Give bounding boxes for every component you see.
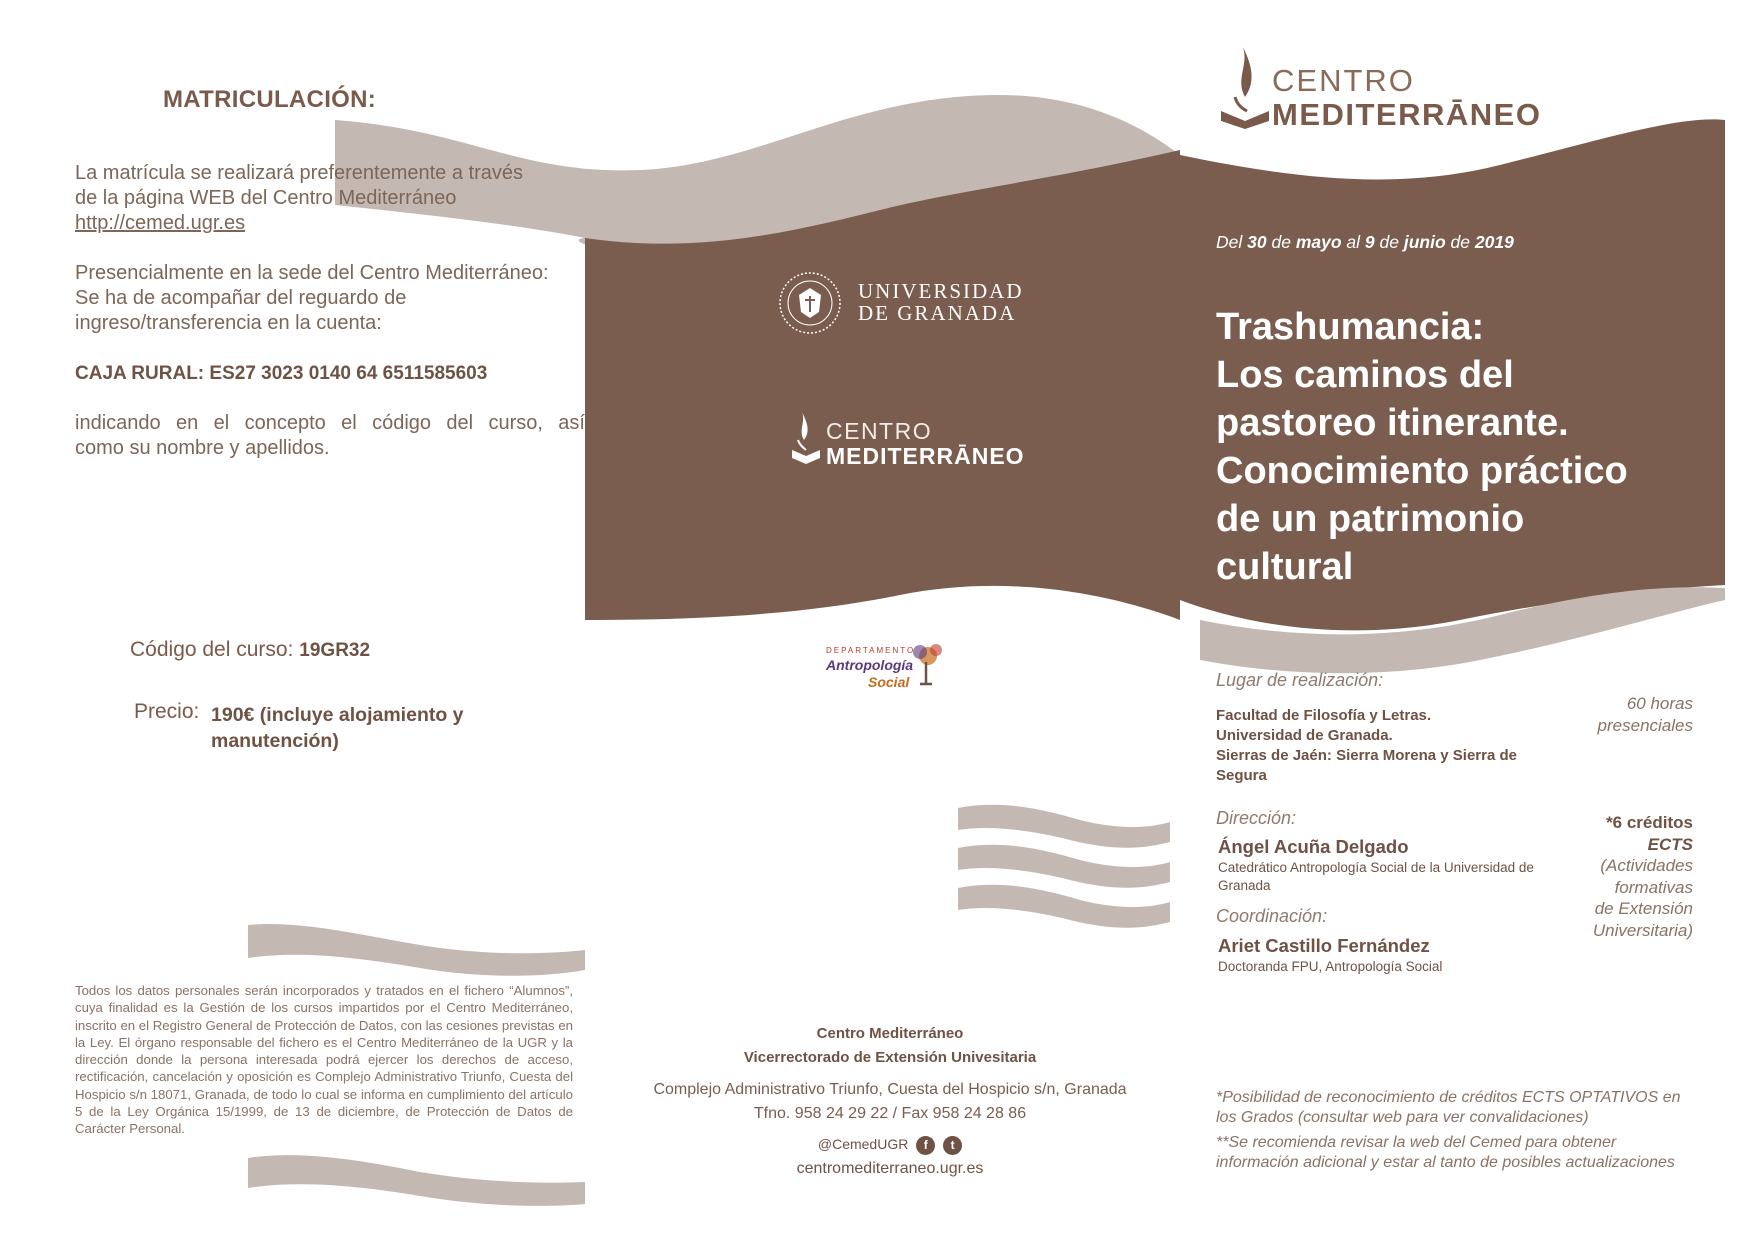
para2-line: Se ha de acompañar del reguardo de (75, 287, 407, 309)
hours-line2: presenciales (1597, 715, 1693, 735)
mid-wave-1 (958, 805, 1170, 848)
website-url[interactable]: centromediterraneo.ugr.es (796, 1160, 984, 1177)
title-line: Los caminos del (1216, 354, 1514, 396)
title-line: de un patrimonio (1216, 498, 1525, 540)
hours-info (1523, 693, 1693, 736)
twitter-icon[interactable]: t (943, 1136, 962, 1155)
price-label: Precio: (134, 700, 200, 723)
para2-line: ingreso/transferencia en la cuenta: (75, 312, 382, 334)
coordinator-role: Doctoranda FPU, Antropología Social (1218, 959, 1443, 974)
note-ects: *Posibilidad de reconocimiento de créditos ECTS OPTATIVOS en los Grados (consultar web para ver convalidaciones) (1216, 1089, 1681, 1126)
social-line (700, 1136, 1080, 1155)
dates-day-end: 9 (1364, 232, 1375, 252)
credits-info (1523, 812, 1693, 941)
cm-mid-line1: CENTRO (826, 418, 933, 444)
data-protection-notice: Todos los datos personales serán incorporados y tratados en el fichero “Alumnos”, cuya finalidad es la Gestión de los cursos impartidos por el Centro Mediterráneo, inscrito en el Registro General de Protección de Datos, con las cesiones previstas en la Ley. El órgano responsable del fichero es el Centro Mediterráneo de la UGR y la dirección donde la persona interesada podrá ejercer los derechos de acceso, rectificación, cancelación y oposición es Complejo Administrativo Triunfo, Cuesta del Hospicio s/n 18071, Granada, de todo lo cual se informa en cumplimiento del artículo 5 de la Ley Orgánica 15/1999, de 13 de diciembre, de Protección de Datos de Carácter Personal. (75, 983, 573, 1137)
dates-year: 2019 (1474, 232, 1514, 252)
place-details (1216, 706, 1536, 786)
footer-phone: Tfno. 958 24 29 22 / Fax 958 24 28 86 (753, 1105, 1027, 1122)
para1-line: de la página WEB del Centro Mediterráneo (75, 187, 457, 209)
dates-day-start: 30 (1247, 232, 1267, 252)
place-label: Lugar de realización: (1216, 670, 1384, 690)
director-role: Catedrático Antropología Social de la Universidad de Granada (1218, 860, 1534, 893)
title-line: Trashumancia: (1216, 306, 1485, 348)
place-line: Sierras de Jaén: Sierra Morena y Sierra de Segura (1216, 747, 1517, 784)
title-line: Conocimiento práctico (1216, 450, 1628, 492)
coordinator-name: Ariet Castillo Fernández (1218, 935, 1430, 956)
cm-mid-line2: MEDITERRĀNEO (826, 443, 1025, 469)
footer-name: Centro Mediterráneo (816, 1025, 964, 1042)
bank-account: CAJA RURAL: ES27 3023 0140 64 6511585603 (75, 363, 488, 384)
dept-name-line1: Antropología (826, 657, 914, 673)
course-dates (1216, 232, 1514, 253)
course-code-value: 19GR32 (299, 640, 371, 661)
title-line: cultural (1216, 546, 1354, 588)
facebook-icon[interactable]: f (916, 1136, 935, 1155)
para3-line: como su nombre y apellidos. (75, 437, 330, 459)
left-wave-1 (248, 924, 585, 976)
social-handle: @CemedUGR (817, 1136, 909, 1153)
credits-line: de Extensión (1594, 899, 1693, 918)
para2-line: Presencialmente en la sede del Centro Mediterráneo: (75, 262, 549, 284)
para3-line: indicando en el concepto el código del curso, así (75, 412, 585, 434)
dates-word: de (1379, 232, 1399, 252)
enrollment-title: MATRICULACIÓN: (163, 86, 377, 113)
credits-line1: *6 créditos (1606, 813, 1693, 832)
note-website: **Se recomienda revisar la web del Cemed para obtener información adicional y estar al tanto de posibles actualizaciones (1216, 1134, 1675, 1171)
credits-line: formativas (1614, 877, 1693, 897)
dates-month-start: mayo (1295, 232, 1342, 252)
ugr-line1: UNIVERSIDAD (858, 279, 1024, 303)
dept-name-line2: Social (868, 674, 910, 690)
mid-wave-3 (958, 885, 1170, 928)
credits-line: Universitaria) (1592, 920, 1693, 940)
enrollment-para-3 (75, 411, 585, 461)
dates-month-end: junio (1403, 232, 1446, 252)
dept-small-label: DEPARTAMENTO (826, 646, 916, 655)
direction-label: Dirección: (1216, 808, 1297, 828)
mid-wave-2 (958, 845, 1170, 888)
footer-vice: Vicerrectorado de Extensión Univesitaria (743, 1049, 1037, 1066)
dates-word: al (1346, 232, 1361, 252)
dates-word: de (1450, 232, 1471, 252)
ugr-logo-text (858, 280, 1024, 324)
course-code (130, 638, 370, 662)
credits-line2: ECTS (1647, 834, 1693, 854)
director-name: Ángel Acuña Delgado (1218, 836, 1409, 857)
place-line: Facultad de Filosofía y Letras. (1216, 707, 1432, 724)
ugr-line2: DE GRANADA (858, 301, 1017, 325)
enrollment-para-1 (75, 161, 585, 236)
dates-word: de (1271, 232, 1291, 252)
course-title (1216, 303, 1686, 591)
course-code-label: Código del curso: (130, 638, 294, 661)
footer-org (620, 1022, 1160, 1070)
enrollment-para-2 (75, 261, 585, 336)
cm-logo-line2: MEDITERRĀNEO (1272, 97, 1542, 132)
para1-line: La matrícula se realizará preferentemente a través (75, 162, 523, 184)
coordination-label: Coordinación: (1216, 906, 1328, 926)
cm-logo-line1: CENTRO (1272, 63, 1415, 98)
left-wave-2 (248, 1155, 585, 1206)
credits-line: (Actividades (1600, 856, 1693, 875)
footer-address: Complejo Administrativo Triunfo, Cuesta del Hospicio s/n, Granada (653, 1081, 1127, 1098)
footer-contact (620, 1078, 1160, 1126)
dates-word: Del (1216, 232, 1243, 252)
hours-line1: 60 horas (1626, 694, 1693, 713)
place-line: Universidad de Granada. (1216, 727, 1393, 744)
price-value: 190€ (incluye alojamiento y manutención) (211, 704, 464, 752)
website-link[interactable]: http://cemed.ugr.es (75, 212, 246, 234)
title-line: pastoreo itinerante. (1216, 402, 1569, 444)
